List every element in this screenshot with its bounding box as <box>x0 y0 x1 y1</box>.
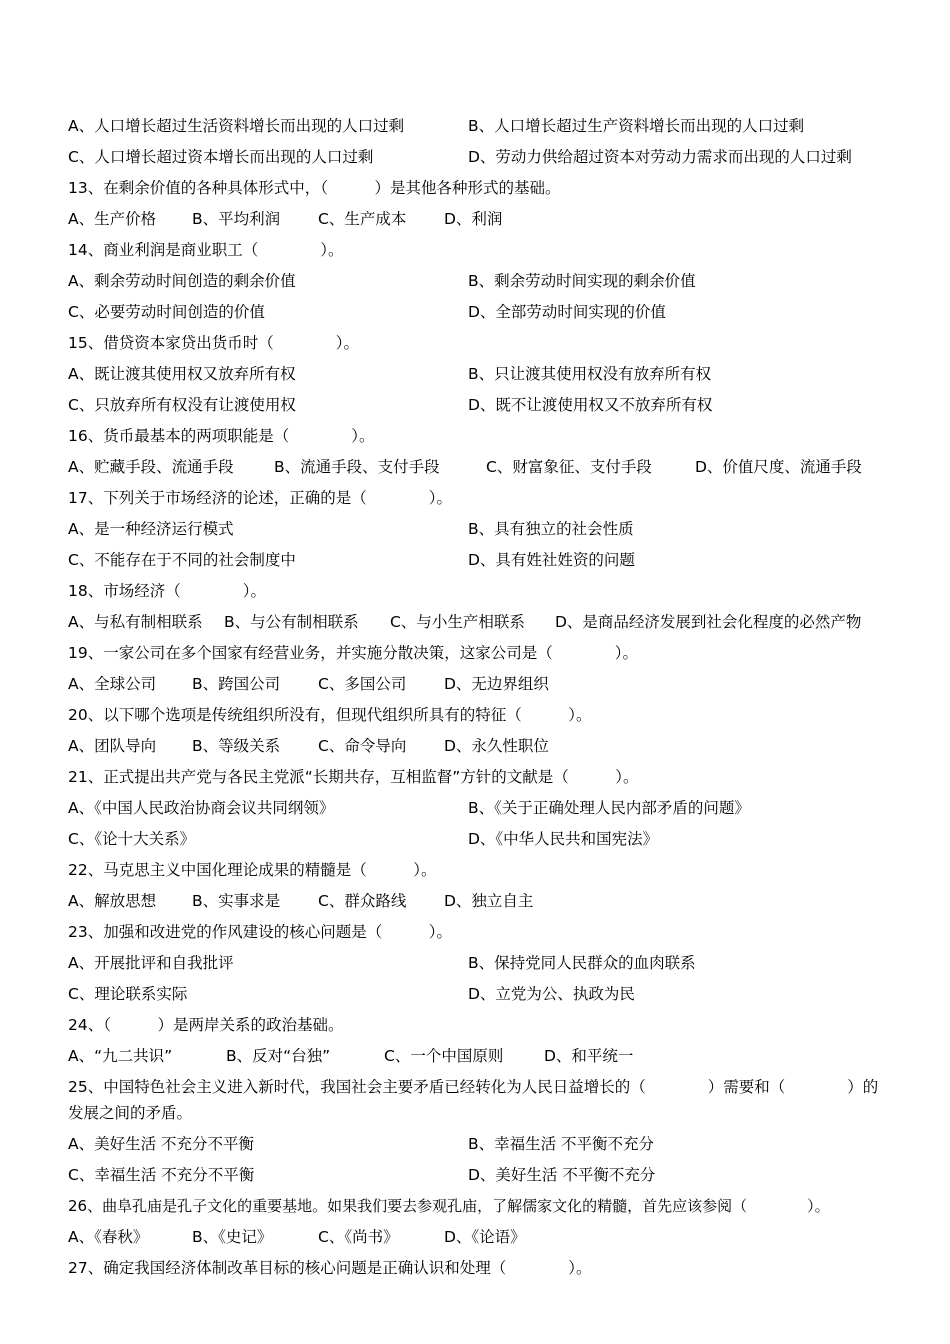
q19-option-d: D、无边界组织 <box>444 675 549 693</box>
q24-option-d: D、和平统一 <box>544 1047 634 1065</box>
q23-options-row-1 <box>68 953 890 984</box>
q12-option-b: B、人口增长超过生产资料增长而出现的人口过剩 <box>468 117 805 135</box>
q25-option-b: B、幸福生活 不平衡不充分 <box>468 1135 655 1153</box>
q19-option-a: A、全球公司 <box>68 675 157 693</box>
q20-option-d: D、永久性职位 <box>444 737 549 755</box>
q20-option-a: A、团队导向 <box>68 737 157 755</box>
q21-option-b: B、《关于正确处理人民内部矛盾的问题》 <box>468 799 750 817</box>
q22-option-a: A、解放思想 <box>68 892 157 910</box>
q26-option-b: B、《史记》 <box>192 1228 273 1246</box>
q14-option-c: C、必要劳动时间创造的价值 <box>68 303 265 321</box>
q14-option-a: A、剩余劳动时间创造的剩余价值 <box>68 272 296 290</box>
q14-option-d: D、全部劳动时间实现的价值 <box>468 303 666 321</box>
q17-option-d: D、具有姓社姓资的问题 <box>468 551 635 569</box>
q23-option-a: A、开展批评和自我批评 <box>68 954 234 972</box>
q21-stem: 21、正式提出共产党与各民主党派“长期共存，互相监督”方针的文献是（ ）。 <box>68 768 639 786</box>
q18-options <box>68 612 890 643</box>
q18-option-d: D、是商品经济发展到社会化程度的必然产物 <box>555 613 862 631</box>
q25-option-c: C、幸福生活 不充分不平衡 <box>68 1166 255 1184</box>
q15-options-row-2 <box>68 395 890 426</box>
q14-options-row-2 <box>68 302 890 333</box>
q18-option-c: C、与小生产相联系 <box>390 613 525 631</box>
q19-stem: 19、一家公司在多个国家有经营业务，并实施分散决策，这家公司是（ ）。 <box>68 644 638 662</box>
q16-option-d: D、价值尺度、流通手段 <box>695 458 862 476</box>
q25-options-row-2 <box>68 1165 890 1196</box>
q17-option-c: C、不能存在于不同的社会制度中 <box>68 551 296 569</box>
q17-options-row-1 <box>68 519 890 550</box>
q22-stem: 22、马克思主义中国化理论成果的精髓是（ ）。 <box>68 861 437 879</box>
q25-option-a: A、美好生活 不充分不平衡 <box>68 1135 255 1153</box>
q15-option-b: B、只让渡其使用权没有放弃所有权 <box>468 365 712 383</box>
q25-stem: 25、中国特色社会主义进入新时代，我国社会主要矛盾已经转化为人民日益增长的（ ）需要和（ ）的发展之间的矛盾。 <box>68 1078 879 1122</box>
q20-option-b: B、等级关系 <box>192 737 281 755</box>
q23-stem: 23、加强和改进党的作风建设的核心问题是（ ）。 <box>68 923 452 941</box>
q19-option-c: C、多国公司 <box>318 675 407 693</box>
q20-options <box>68 736 890 767</box>
q20-stem: 20、以下哪个选项是传统组织所没有，但现代组织所具有的特征（ ）。 <box>68 706 592 724</box>
q24-option-c: C、一个中国原则 <box>384 1047 504 1065</box>
q26-option-d: D、《论语》 <box>444 1228 526 1246</box>
q19-option-b: B、跨国公司 <box>192 675 281 693</box>
q24-option-b: B、反对“台独” <box>226 1047 331 1065</box>
q26-option-c: C、《尚书》 <box>318 1228 399 1246</box>
q19-options <box>68 674 890 705</box>
q15-option-d: D、既不让渡使用权又不放弃所有权 <box>468 396 713 414</box>
q12-options-row-1 <box>68 116 890 147</box>
q24-options <box>68 1046 890 1077</box>
q13-option-b: B、平均利润 <box>192 210 281 228</box>
q12-option-c: C、人口增长超过资本增长而出现的人口过剩 <box>68 148 374 166</box>
q21-option-c: C、《论十大关系》 <box>68 830 196 848</box>
q27-stem: 27、确定我国经济体制改革目标的核心问题是正确认识和处理（ ）。 <box>68 1259 592 1277</box>
q23-option-d: D、立党为公、执政为民 <box>468 985 635 1003</box>
q13-option-c: C、生产成本 <box>318 210 407 228</box>
q23-option-c: C、理论联系实际 <box>68 985 188 1003</box>
q21-options-row-2 <box>68 829 890 860</box>
q16-option-c: C、财富象征、支付手段 <box>486 458 652 476</box>
q13-options <box>68 209 890 240</box>
q18-option-a: A、与私有制相联系 <box>68 613 203 631</box>
q17-option-a: A、是一种经济运行模式 <box>68 520 234 538</box>
q26-options <box>68 1227 890 1258</box>
q20-option-c: C、命令导向 <box>318 737 407 755</box>
q13-option-d: D、利润 <box>444 210 503 228</box>
q22-option-c: C、群众路线 <box>318 892 407 910</box>
q17-stem: 17、下列关于市场经济的论述，正确的是（ ）。 <box>68 489 452 507</box>
q26-option-a: A、《春秋》 <box>68 1228 149 1246</box>
q13-stem: 13、在剩余价值的各种具体形式中，（ ）是其他各种形式的基础。 <box>68 179 561 197</box>
q16-options <box>68 457 890 488</box>
q16-stem: 16、货币最基本的两项职能是（ ）。 <box>68 427 375 445</box>
q24-stem: 24、（ ）是两岸关系的政治基础。 <box>68 1016 344 1034</box>
q23-options-row-2 <box>68 984 890 1015</box>
q25-option-d: D、美好生活 不平衡不充分 <box>468 1166 656 1184</box>
q22-option-d: D、独立自主 <box>444 892 534 910</box>
q15-option-c: C、只放弃所有权没有让渡使用权 <box>68 396 296 414</box>
q22-options <box>68 891 890 922</box>
q15-options-row-1 <box>68 364 890 395</box>
q18-stem: 18、市场经济（ ）。 <box>68 582 266 600</box>
q12-options-row-2 <box>68 147 890 178</box>
q15-option-a: A、既让渡其使用权又放弃所有权 <box>68 365 296 383</box>
q16-option-b: B、流通手段、支付手段 <box>274 458 440 476</box>
q21-option-d: D、《中华人民共和国宪法》 <box>468 830 659 848</box>
q16-option-a: A、贮藏手段、流通手段 <box>68 458 234 476</box>
q21-option-a: A、《中国人民政治协商会议共同纲领》 <box>68 799 335 817</box>
q12-option-a: A、人口增长超过生活资料增长而出现的人口过剩 <box>68 117 405 135</box>
q17-option-b: B、具有独立的社会性质 <box>468 520 634 538</box>
q21-options-row-1 <box>68 798 890 829</box>
q26-stem: 26、曲阜孔庙是孔子文化的重要基地。如果我们要去参观孔庙，了解儒家文化的精髓，首先应该参阅（ ）。 <box>68 1197 830 1215</box>
q13-option-a: A、生产价格 <box>68 210 157 228</box>
q14-stem: 14、商业利润是商业职工（ ）。 <box>68 241 344 259</box>
q14-option-b: B、剩余劳动时间实现的剩余价值 <box>468 272 696 290</box>
q22-option-b: B、实事求是 <box>192 892 281 910</box>
q17-options-row-2 <box>68 550 890 581</box>
q23-option-b: B、保持党同人民群众的血肉联系 <box>468 954 696 972</box>
q25-options-row-1 <box>68 1134 890 1165</box>
q12-option-d: D、劳动力供给超过资本对劳动力需求而出现的人口过剩 <box>468 148 852 166</box>
q14-options-row-1 <box>68 271 890 302</box>
q15-stem: 15、借贷资本家贷出货币时（ ）。 <box>68 334 359 352</box>
q24-option-a: A、“九二共识” <box>68 1047 173 1065</box>
q18-option-b: B、与公有制相联系 <box>224 613 359 631</box>
